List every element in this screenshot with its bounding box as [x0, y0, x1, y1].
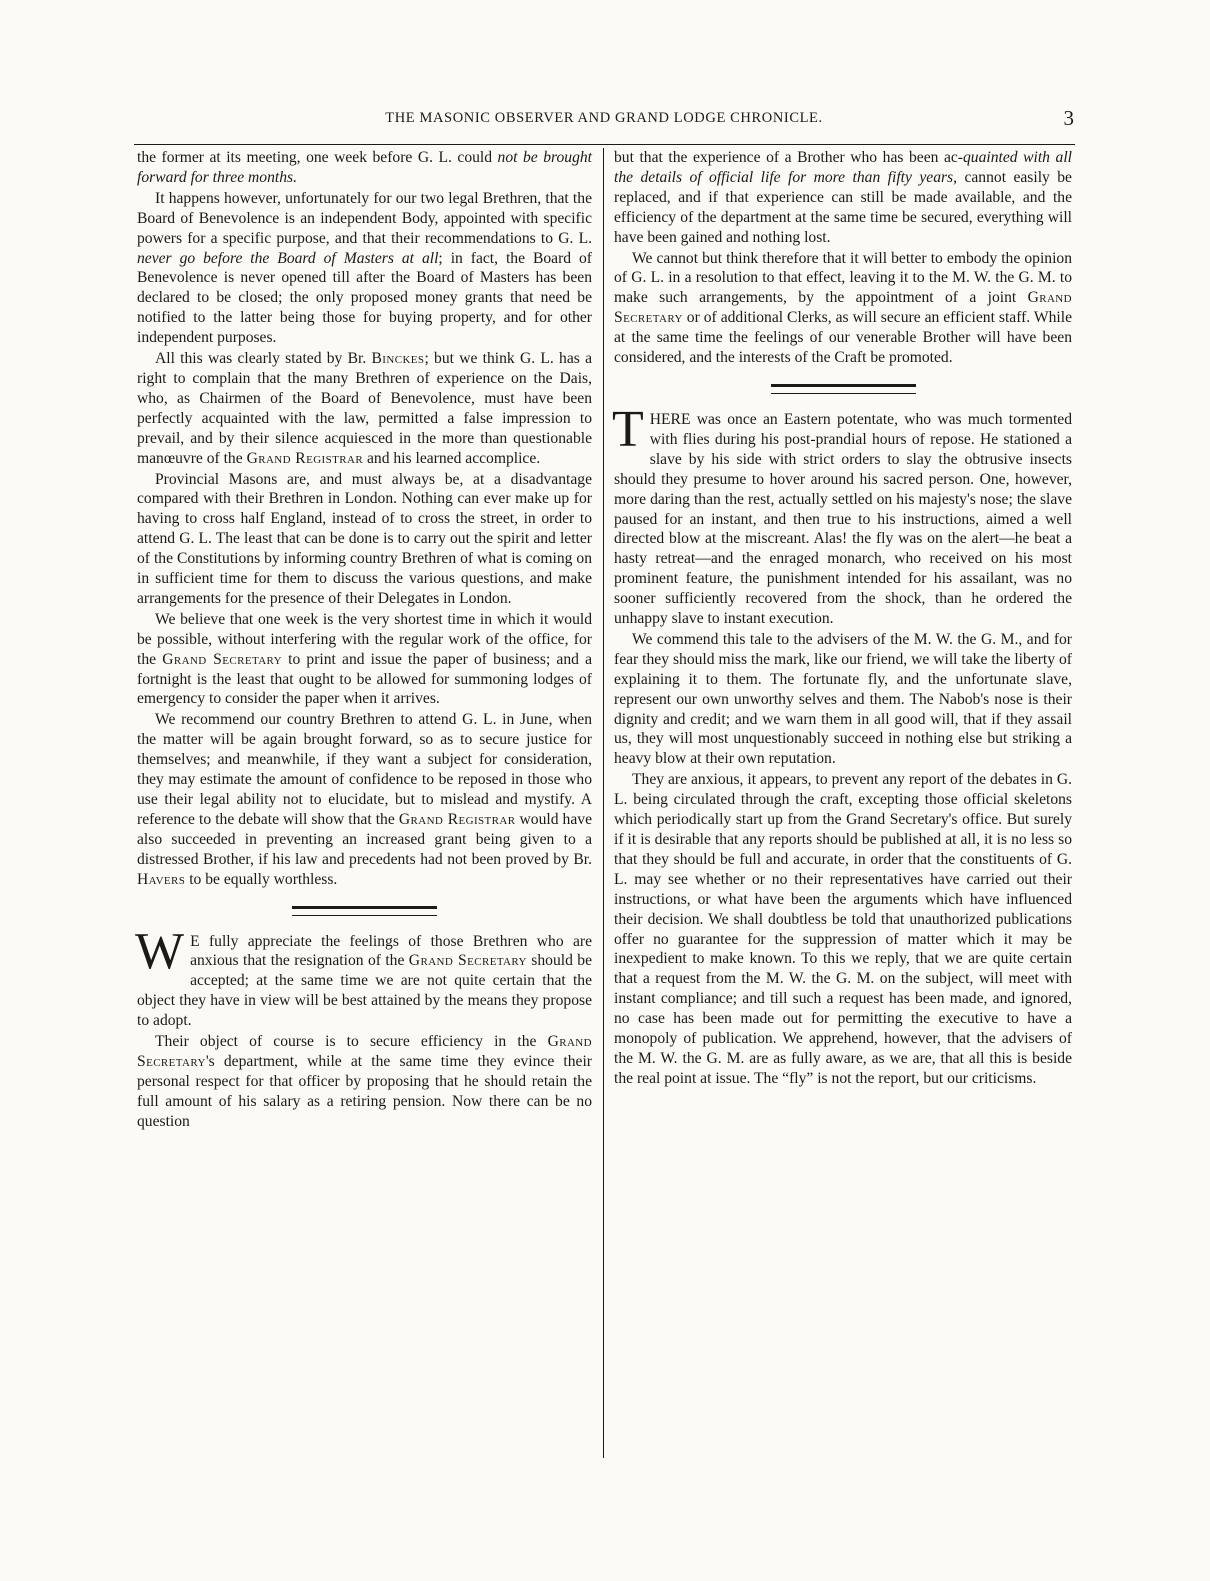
left-column [137, 148, 592, 1132]
paragraph: We recommend our country Brethren to attend G. L. in June, when the matter will be again brought forward, so as to secure justice for themselves; and meanwhile, if they want a subject for consideration, they may estimate the amount of confidence to be reposed in those who use their legal ability not to elucidate, but to mislead and mystify. A reference to the debate will show that the Grand Registrar would have also succeeded in preventing an increased grant being given to a distressed Brother, if his law and precedents had not been proved by Br. Havers to be equally worthless. [137, 711, 592, 888]
paragraph: It happens however, unfortunately for our two legal Brethren, that the Board of Benevolence is an independent Body, appointed with specific powers for a specific purpose, and that their recommendations to G. L. never go before the Board of Masters at all; in fact, the Board of Benevolence is never opened till after the Board of Masters has been declared to be closed; the only proposed money grants that need be notified to the latter being those for buying property, and for other independent purposes. [137, 189, 592, 347]
paragraph: THERE was once an Eastern potentate, who was much tormented with flies during his post-prandial hours of repose. He stationed a slave by his side with strict orders to slay the obtrusive insects should they presume to hover around his sacred person. One, however, more daring than the rest, actually settled on his majesty's nose; the slave paused for an instant, and then true to his instructions, aimed a well directed blow at the miscreant. Alas! the fly was on the alert—he beat a hasty retreat—and the enraged monarch, who received on his most prominent feature, the punishment intended for his assailant, was no sooner sufficiently recovered from the shock, than he ordered the unhappy slave to instant execution. [612, 400, 1072, 628]
running-title: THE MASONIC OBSERVER AND GRAND LODGE CHRONICLE. [385, 110, 823, 126]
paragraph: but that the experience of a Brother who has been ac-quainted with all the details of official life for more than fifty years, cannot easily be replaced, and if that experience can still be made available, and the efficiency of the department at the same time be secured, everything will have been gained and nothing lost. [614, 149, 1072, 246]
column-rule [603, 148, 604, 1458]
running-header [134, 108, 1074, 134]
paragraph: We commend this tale to the advisers of the M. W. the G. M., and for fear they should miss the mark, like our friend, we will take the liberty of explaining it to them. The fortunate fly, and the unfortunate slave, represent our own unworthy selves and them. The Nabob's nose is their dignity and credit; and we warn them in all good will, that if they assail us, they will most unquestionably succeed in nothing else but striking a heavy blow at their own reputation. [614, 630, 1072, 768]
drop-cap: W [135, 922, 185, 980]
section-separator [771, 384, 916, 394]
paragraph: We cannot but think therefore that it will better to embody the opinion of G. L. in a resolution to that effect, leaving it to the M. W. the G. M. to make such arrangements, by the appointment of a joint Grand Secretary or of additional Clerks, as will secure an efficient staff. While at the same time the feelings of our venerable Brother will have been considered, and the interests of the Craft be promoted. [614, 249, 1072, 367]
paragraph: They are anxious, it appears, to prevent any report of the debates in G. L. being circulated through the craft, excepting those official skeletons which periodically start up from the Grand Secretary's office. But surely if it is desirable that any reports should be published at all, it is no less so that they should be full and accurate, in order that the constituents of G. L. may see whether or no their representatives have carried out their instructions, or what have been the arguments which have influenced their decision. We shall doubtless be told that unauthorized publications offer no guarantee for the suppression of matter which it may be inexpedient to make known. To this we reply, that we are quite certain that a request from the M. W. the G. M. on the subject, will meet with instant compliance; and till such a request has been made, and ignored, no case has been made out for permitting the executive to have a monopoly of publication. We apprehend, however, that the advisers of the M. W. the G. M. are as fully aware, as we are, that all this is beside the real point at issue. The “fly” is not the report, but our criticisms. [614, 771, 1072, 1087]
paragraph: Their object of course is to secure efficiency in the Grand Secretary's department, while at the same time they evince their personal respect for that officer by proposing that he should retain the full amount of his salary as a retiring pension. Now there can be no question [137, 1033, 592, 1130]
paragraph: We believe that one week is the very shortest time in which it would be possible, without interfering with the regular work of the office, for the Grand Secretary to print and issue the paper of business; and a fortnight is the least that ought to be allowed for summoning lodges of emergency to consider the paper when it arrives. [137, 610, 592, 708]
paragraph: Provincial Masons are, and must always be, at a disadvantage compared with their Brethren in London. Nothing can ever make up for having to cross half England, instead of to cross the street, in order to attend G. L. The least that can be done is to carry out the spirit and letter of the Constitutions by informing country Brethren of what is coming on in sufficient time for them to discuss the various questions, and make arrangements for the presence of their Delegates in London. [137, 470, 592, 607]
page-number: 3 [1063, 106, 1074, 130]
paragraph: the former at its meeting, one week before G. L. could not be brought forward for three months. [137, 149, 592, 186]
paragraph: W E fully appreciate the feelings of those Brethren who are anxious that the resignation of the Grand Secretary should be accepted; at the same time we are not quite certain that the object they have in view will be best attained by the means they propose to adopt. [135, 922, 592, 1030]
drop-cap: T [612, 400, 644, 458]
section-separator [292, 906, 437, 916]
paragraph: All this was clearly stated by Br. Binckes; but we think G. L. has a right to complain that the many Brethren of experience on the Dais, who, as Chairmen of the Board of Benevolence, must have been perfectly acquainted with the law, permitted a false impression to prevail, and by their silence acquiesced in the more than questionable manœuvre of the Grand Registrar and his learned accomplice. [137, 350, 592, 467]
header-rule [134, 144, 1075, 145]
right-column [614, 148, 1072, 1089]
